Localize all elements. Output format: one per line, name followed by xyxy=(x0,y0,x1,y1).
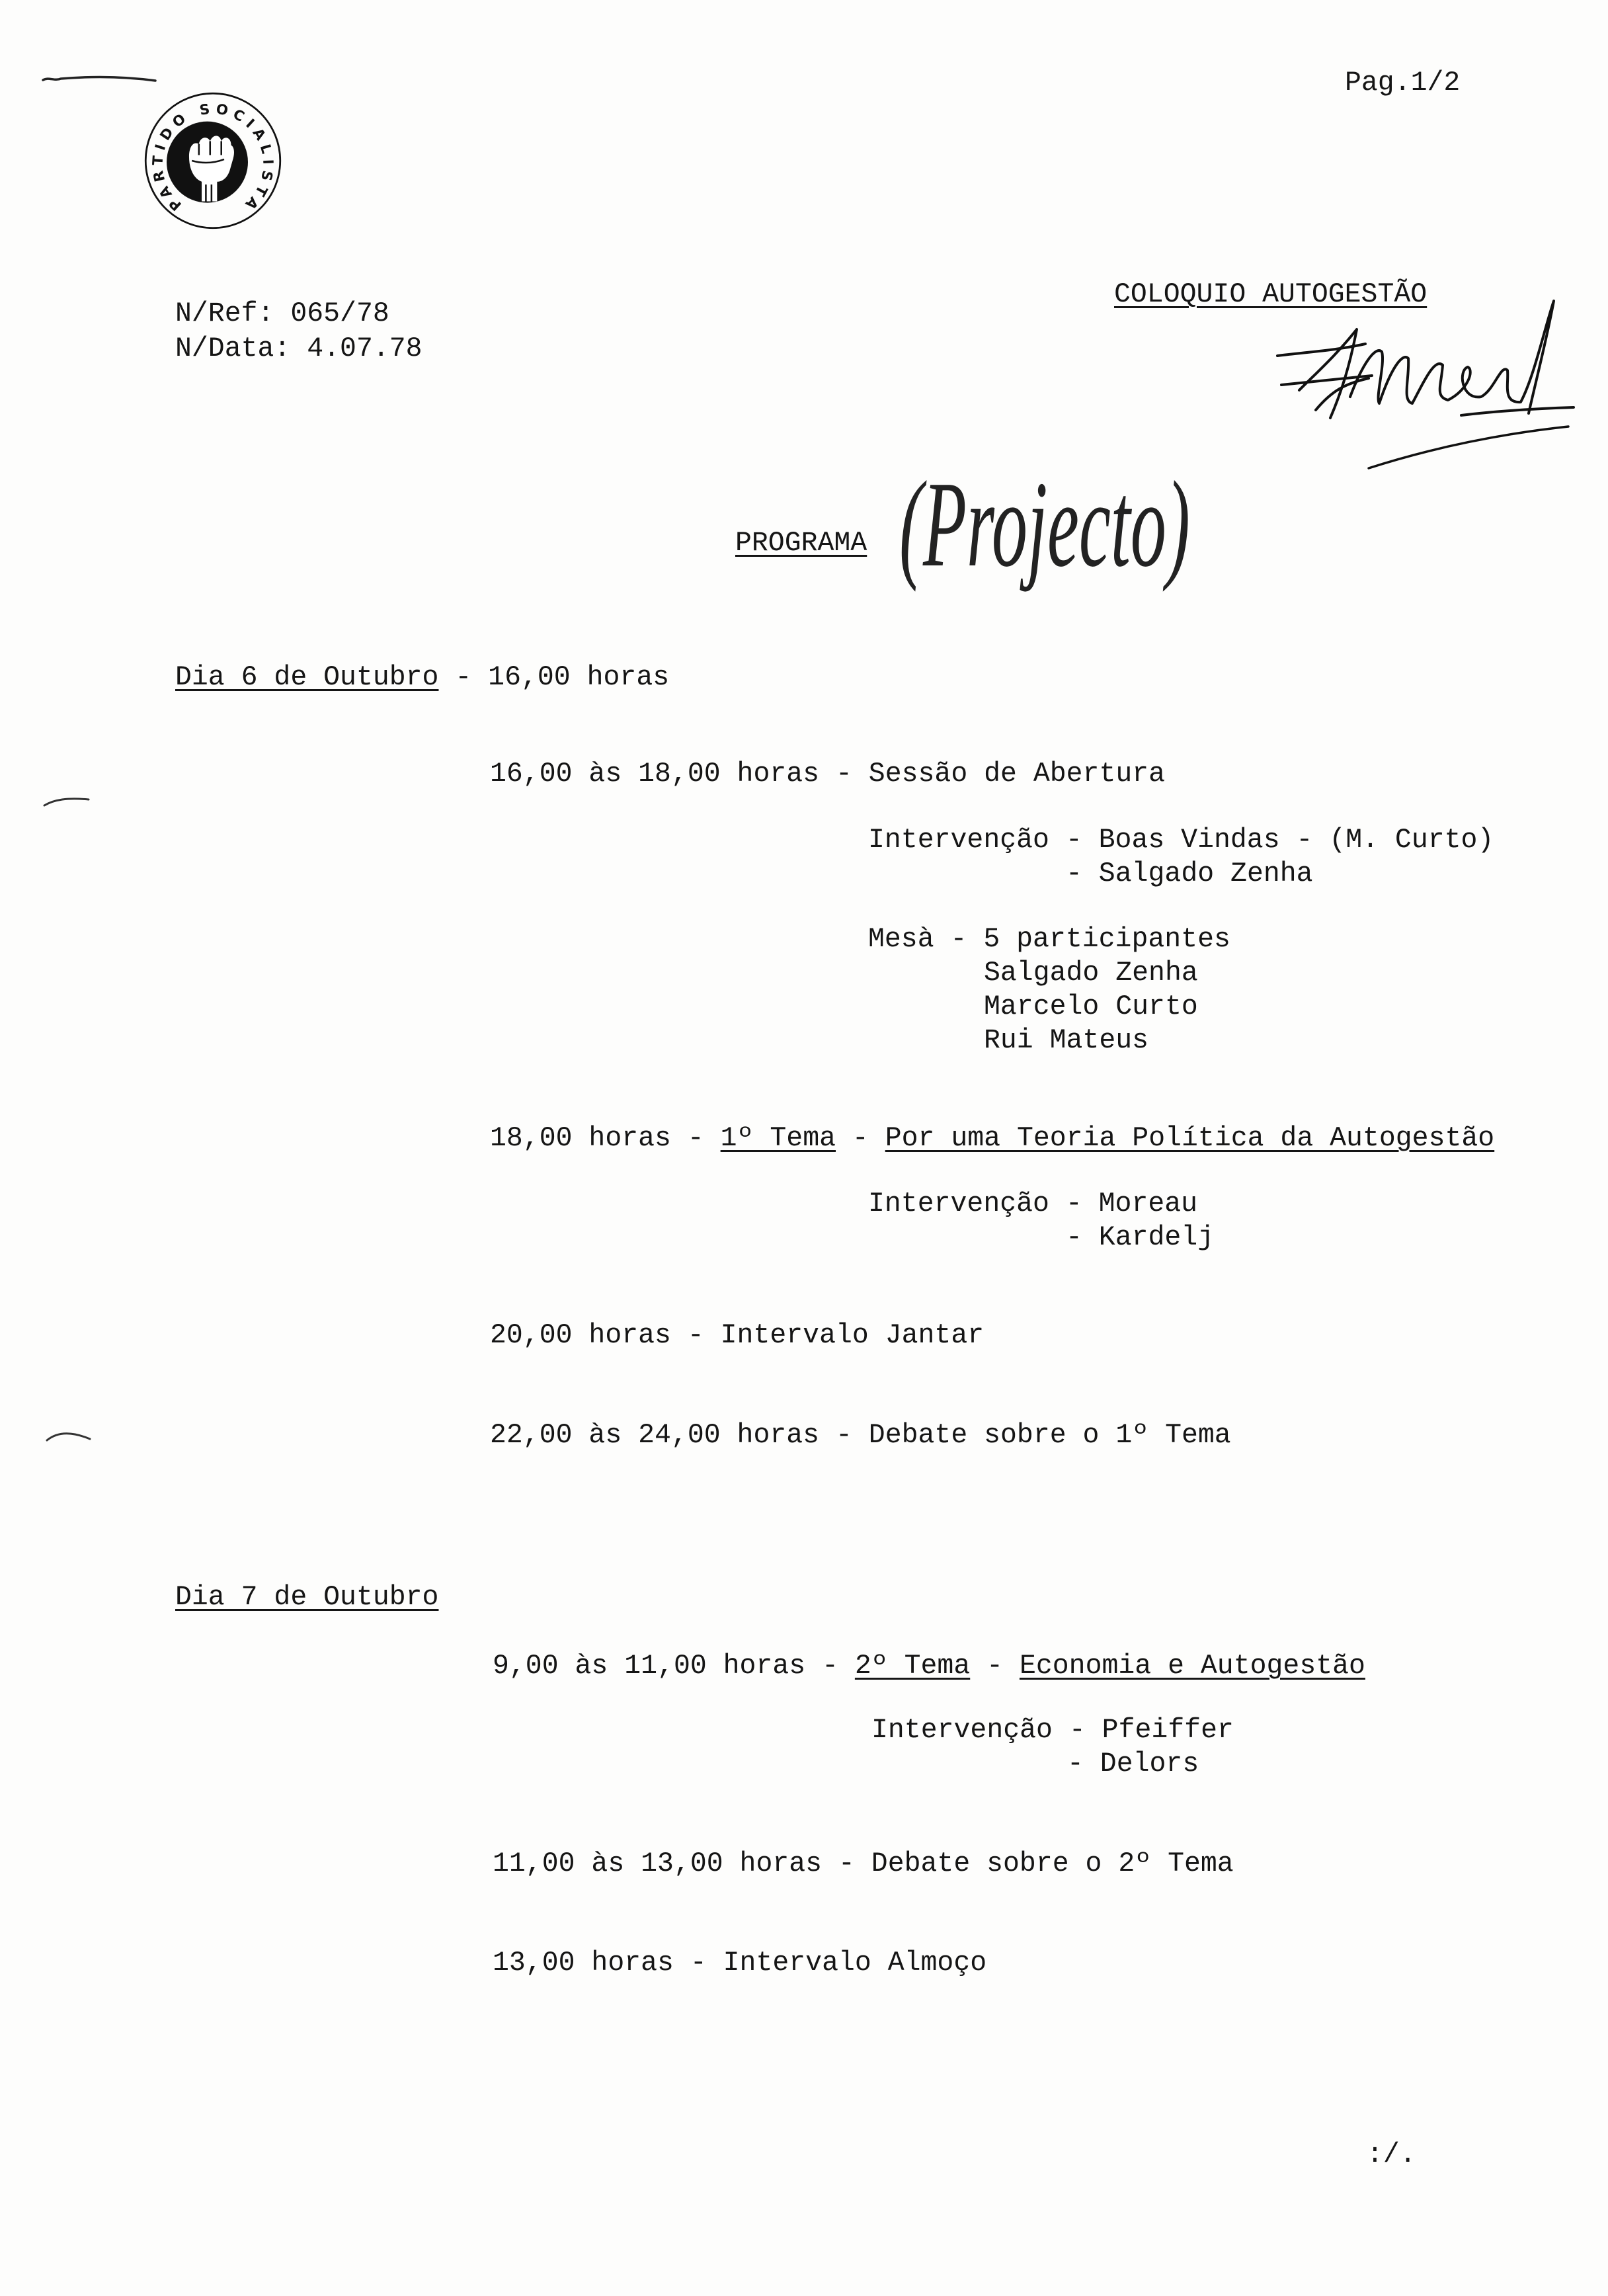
margin-dash-mark xyxy=(40,69,159,89)
margin-curve-mark xyxy=(44,1426,97,1446)
opening-intervention: Intervenção - Boas Vindas - (M. Curto) xyxy=(868,825,1494,856)
theme-2-separator: - xyxy=(970,1651,1020,1682)
panel-member: Rui Mateus xyxy=(984,1025,1149,1056)
theme-1-line xyxy=(490,1122,1494,1155)
lunch-break: 13,00 horas - Intervalo Almoço xyxy=(493,1948,987,1979)
day-1-label: Dia 6 de Outubro xyxy=(175,662,439,693)
logo-text-path: PARTIDO SOCIALISTA xyxy=(149,100,277,215)
panel-heading: Mesà - 5 participantes xyxy=(868,924,1230,955)
theme-1-intervention: Intervenção - Moreau xyxy=(868,1188,1198,1219)
subject-text: COLOQUIO AUTOGESTÃO xyxy=(1114,279,1427,310)
theme-1-title: Por uma Teoria Política da Autogestão xyxy=(885,1123,1495,1154)
theme-2-line xyxy=(493,1650,1365,1683)
panel-member: Marcelo Curto xyxy=(984,991,1198,1022)
day-1-start-time: - 16,00 horas xyxy=(438,662,670,693)
theme-1-label: 1º Tema xyxy=(720,1123,836,1154)
party-logo xyxy=(143,91,283,231)
panel-member: Salgado Zenha xyxy=(984,958,1198,989)
theme-1-intervention-2: - Kardelj xyxy=(1066,1222,1215,1253)
opening-intervention-2: - Salgado Zenha xyxy=(1066,858,1313,889)
day-2-label: Dia 7 de Outubro xyxy=(175,1582,439,1613)
handwritten-signature xyxy=(1269,291,1580,483)
theme-2-intervention: Intervenção - Pfeiffer xyxy=(871,1715,1234,1746)
page-number: Pag.1/2 xyxy=(1345,67,1461,99)
theme-1-time: 18,00 horas - xyxy=(490,1123,721,1154)
reference-number: N/Ref: 065/78 xyxy=(175,298,389,329)
theme-1-separator: - xyxy=(836,1123,885,1154)
document-date: N/Data: 4.07.78 xyxy=(175,333,422,364)
program-title xyxy=(735,527,867,560)
theme-2-time: 9,00 às 11,00 horas - xyxy=(493,1651,855,1682)
margin-curve-mark xyxy=(41,791,94,811)
program-title-text: PROGRAMA xyxy=(735,528,867,559)
theme-2-intervention-2: - Delors xyxy=(1067,1748,1199,1780)
theme-2-label: 2º Tema xyxy=(854,1651,971,1682)
handwritten-note: (Projecto) xyxy=(899,456,1190,593)
dinner-break: 20,00 horas - Intervalo Jantar xyxy=(490,1320,985,1351)
theme-2-debate: 11,00 às 13,00 horas - Debate sobre o 2º Tema xyxy=(493,1848,1234,1879)
theme-2-title: Economia e Autogestão xyxy=(1019,1651,1365,1682)
day-1-heading xyxy=(175,661,669,694)
theme-1-debate: 22,00 às 24,00 horas - Debate sobre o 1º Tema xyxy=(490,1420,1231,1451)
continuation-mark: :/. xyxy=(1367,2139,1416,2170)
day-2-heading xyxy=(175,1581,438,1614)
opening-session: 16,00 às 18,00 horas - Sessão de Abertura xyxy=(490,758,1166,790)
